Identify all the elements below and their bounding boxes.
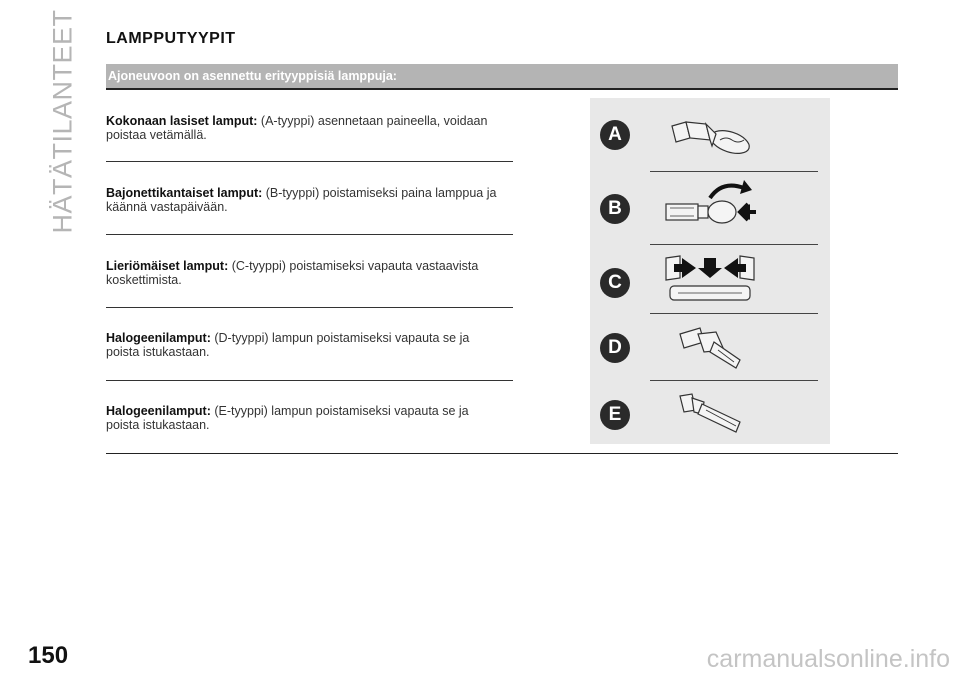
festoon-bulb-icon	[660, 248, 770, 308]
entry-label: Bajonettikantaiset lamput:	[106, 186, 263, 200]
panel-divider	[650, 380, 818, 381]
lamp-entry-e	[106, 404, 512, 432]
panel-divider	[650, 313, 818, 314]
entry-divider	[106, 380, 513, 381]
entry-description: (A-tyyppi) asennetaan paineella, voidaan	[260, 114, 488, 128]
section-side-label: HÄTÄTILANTEET	[47, 9, 78, 234]
panel-divider	[650, 171, 818, 172]
entry-description-cont: poista istukastaan.	[106, 345, 210, 359]
entry-description-cont: käännä vastapäivään.	[106, 200, 228, 214]
entry-description-cont: koskettimista.	[106, 273, 182, 287]
entry-description: (D-tyyppi) lampun poistamiseksi vapauta se ja	[214, 331, 470, 345]
entry-description-cont: poista istukastaan.	[106, 418, 210, 432]
letter-badge-b: B	[600, 194, 630, 224]
entry-label: Halogeenilamput:	[106, 404, 211, 418]
wedge-bulb-icon	[668, 112, 758, 158]
entry-description-cont: poistaa vetämällä.	[106, 128, 207, 142]
entry-divider	[106, 307, 513, 308]
halogen-bulb-icon	[674, 320, 754, 376]
page-title: LAMPPUTYYPIT	[106, 30, 236, 47]
entry-label: Kokonaan lasiset lamput:	[106, 114, 258, 128]
entry-description: (C-tyyppi) poistamiseksi vapauta vastaavista	[231, 259, 479, 273]
entry-label: Lieriömäiset lamput:	[106, 259, 229, 273]
page-number: 150	[28, 642, 69, 669]
letter-badge-e: E	[600, 400, 630, 430]
entry-description: (B-tyyppi) poistamiseksi paina lamppua ja	[265, 186, 497, 200]
letter-badge-d: D	[600, 333, 630, 363]
letter-badge-a: A	[600, 120, 630, 150]
lamp-entry-a	[106, 114, 512, 142]
bayonet-bulb-icon	[660, 176, 770, 234]
subtitle-band	[106, 64, 898, 90]
watermark: carmanualsonline.info	[706, 645, 950, 673]
section-side-tab	[40, 9, 86, 234]
lamp-entry-d	[106, 331, 512, 359]
panel-divider	[650, 244, 818, 245]
entry-description: (E-tyyppi) lampun poistamiseksi vapauta se ja	[214, 404, 469, 418]
lamp-illustration-panel	[590, 98, 830, 444]
lamp-entry-b	[106, 186, 512, 214]
lamp-entry-c	[106, 259, 512, 287]
letter-badge-c: C	[600, 268, 630, 298]
entry-label: Halogeenilamput:	[106, 331, 211, 345]
entry-divider	[106, 161, 513, 162]
entry-divider	[106, 234, 513, 235]
section-bottom-rule	[106, 453, 898, 454]
subtitle-text: Ajoneuvoon on asennettu erityyppisiä lamppuja:	[108, 69, 397, 83]
halogen-bulb-e-icon	[674, 388, 754, 442]
